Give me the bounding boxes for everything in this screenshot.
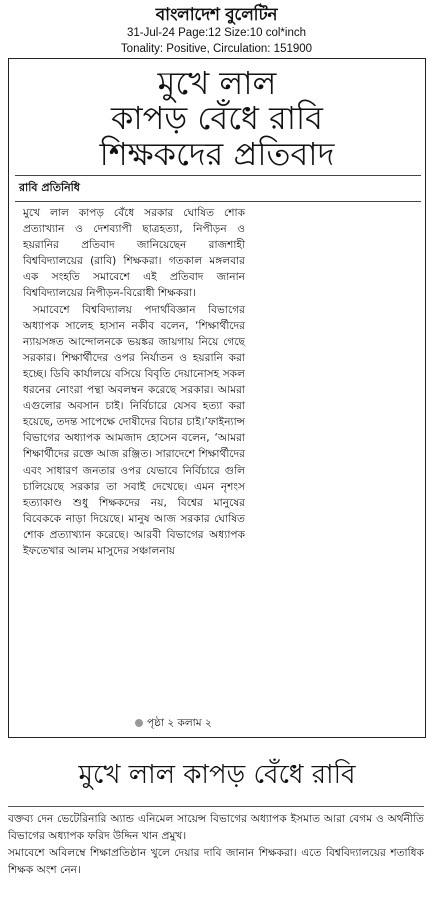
continuation-paragraph-1: বক্তব্য দেন ভেটেরিনারি অ্যান্ড এনিমেল সায়েন্স বিভাগের অধ্যাপক ইসমাত আরা বেগম ও অর্থনীতি বিভাগের অধ্যাপক ফরিদ উদ্দিন খান প্রমুখ। [8,813,424,842]
headline-line-1: মুখে লাল [157,64,277,102]
continuation-body [8,806,424,879]
newspaper-masthead: বাংলাদেশ বুলেটিন [155,5,278,25]
article-paragraph-1: মুখে লাল কাপড় বেঁধে সরকার ঘোষিত শোক প্রত্যাখ্যান ও দেশব্যাপী ছাত্রহত্যা, নিপীড়ন ও হয়রানির প্রতিবাদ জানিয়েছেন রাজশাহী বিশ্ববিদ্যালয়ের (রাবি) শিক্ষকরা। গতকাল মঙ্গলবার এক সংহতি সমাবেশে এই প্রতিবাদ জানান বিশ্ববিদ্যালয়ের নিপীড়ন-বিরোধী শিক্ষকরা। [23,207,245,300]
article-clipping [8,58,426,738]
jump-label: পৃষ্ঠা ২ কলাম ২ [147,717,212,729]
clipping-meta-date-size: 31-Jul-24 Page:12 Size:10 col*inch [126,27,306,39]
continuation-clipping [8,760,426,905]
headline-line-3: শিক্ষকদের প্রতিবাদ [99,135,335,173]
continuation-paragraph-2: সমাবেশে অবিলম্বে শিক্ষাপ্রতিষ্ঠান খুলে দেয়ার দাবি জানান শিক্ষকরা। এতে বিশ্ববিদ্যালয়ের শতাধিক শিক্ষক অংশ নেন। [8,847,424,876]
clipping-meta-tonality: Tonality: Positive, Circulation: 151900 [120,43,313,55]
byline: রাবি প্রতিনিধি [15,175,421,202]
continuation-headline: মুখে লাল কাপড় বেঁধে রাবি [78,760,356,790]
continuation-jump [135,716,212,733]
headline-line-2: কাপড় বেঁধে রাবি [110,99,323,137]
bullet-icon [135,719,143,727]
article-body [23,205,245,559]
article-paragraph-2: সমাবেশে বিশ্ববিদ্যালয় পদার্থবিজ্ঞান বিভাগের অধ্যাপক সালেহ হাসান নকীব বলেন, ‘শিক্ষার্থীদের ন্যায়সঙ্গত আন্দোলনকে ভয়ঙ্কর জায়গায় নিয়ে গেছে সরকার। শিক্ষার্থীদের ওপর নির্যাতন ও হয়রানি করা হচ্ছে। ডিবি কার্যালয়ে বসিয়ে বিবৃতি দেয়ানোসহ সকল ধরনের নোংরা পন্থা অবলম্বন করেছে সরকার। আমরা এগুলোর অবসান চাই। নির্বিচারে যেসব হত্যা করা হয়েছে, তদন্ত সাপেক্ষে দোষীদের বিচার চাই।’ফাইন্যান্স বিভাগের অধ্যাপক আমজাদ হোসেন বলেন, ‘আমরা শিক্ষার্থীদের রক্তে আজ রঞ্জিত। সারাদেশে শিক্ষার্থীদের এবং সাধারণ জনতার ওপর যেভাবে নির্বিচারে গুলি চালিয়েছে সরকার তা সবাই দেখেছে। এমন নৃশংস হত্যাকাণ্ড শুধু শিক্ষকদের নয়, বিশ্বের মানুষের বিবেককে নাড়া দিয়েছে। মানুষ আজ সরকার ঘোষিত শোক প্রত্যাখ্যান করেছে। আরবী বিভাগের অধ্যাপক ইফতেখার আলম মাসুদের সঞ্চালনায় [23,303,245,557]
